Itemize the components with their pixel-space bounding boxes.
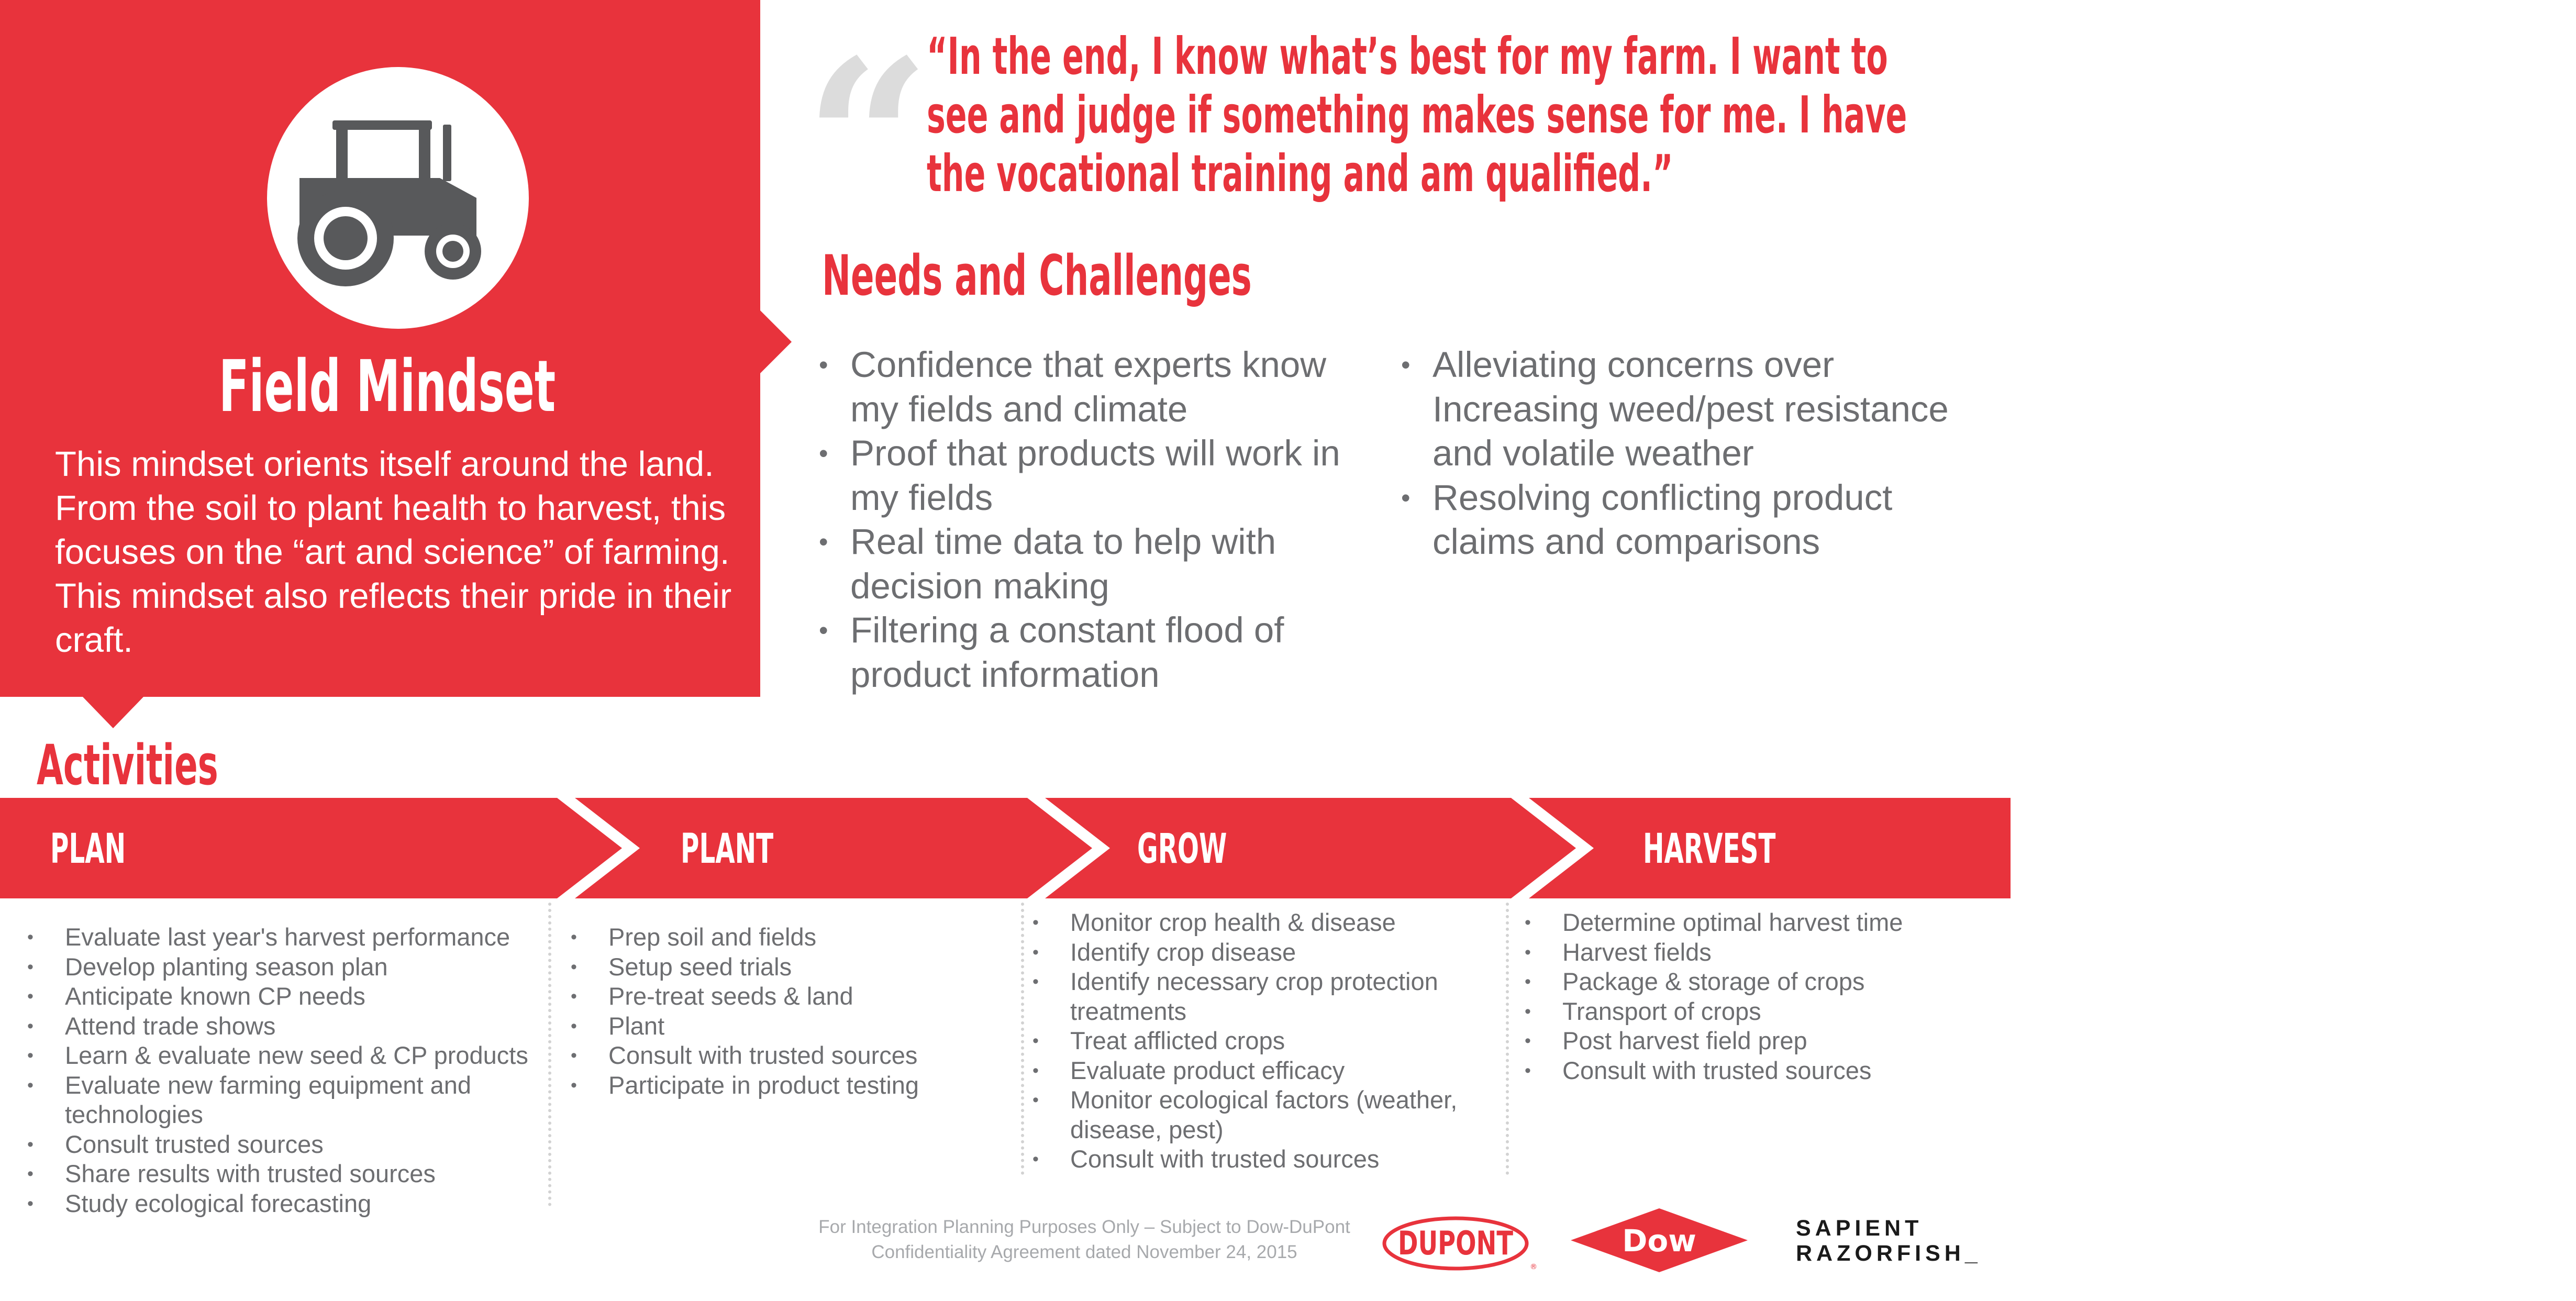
list-item: • Resolving conflicting product claims and comparisons <box>1401 477 1893 562</box>
needs-list-left <box>819 343 1374 697</box>
list-item: • Consult with trusted sources <box>571 1041 918 1069</box>
dupont-wordmark: DUPONT <box>1398 1224 1513 1262</box>
stage-label-harvest: HARVEST <box>1643 826 1776 873</box>
list-item: • Transport of crops <box>1525 997 1761 1025</box>
list-item: • Alleviating concerns over Increasing weed/pest resistance and volatile weather <box>1401 344 1949 473</box>
list-item: • Learn & evaluate new seed & CP products <box>27 1041 528 1069</box>
mindset-title: Field Mindset <box>219 346 556 428</box>
sapient-razorfish-logo <box>1796 1216 1982 1266</box>
list-item: • Identify necessary crop protection treatments <box>1032 968 1438 1025</box>
hero-pointer-down <box>83 697 143 728</box>
list-item: • Anticipate known CP needs <box>27 982 365 1010</box>
list-item: • Treat afflicted crops <box>1032 1027 1285 1054</box>
activities-title: Activities <box>37 733 218 797</box>
svg-text:®: ® <box>1530 1263 1537 1271</box>
sapient-wordmark: SAPIENT <box>1796 1216 1923 1241</box>
list-item: • Participate in product testing <box>571 1071 919 1099</box>
needs-list-right <box>1401 343 1987 564</box>
list-item: • Share results with trusted sources <box>27 1160 436 1187</box>
list-item: • Study ecological forecasting <box>27 1189 372 1217</box>
list-item: • Setup seed trials <box>571 952 792 981</box>
list-item: • Monitor ecological factors (weather, disease, pest) <box>1032 1086 1458 1143</box>
farmer-quote: “In the end, I know what’s best for my farm. I want to see and judge if something makes sense for me. I have the vocational training and am qualified.” <box>927 27 1907 203</box>
list-item: • Identify crop disease <box>1032 938 1296 966</box>
dow-wordmark: Dow <box>1622 1223 1696 1259</box>
list-item: • Pre-treat seeds & land <box>571 982 853 1010</box>
list-item: • Consult with trusted sources <box>1032 1145 1380 1173</box>
list-item: • Prep soil and fields <box>571 923 817 951</box>
list-item: • Confidence that experts know my fields and climate <box>819 344 1327 429</box>
list-item: • Harvest fields <box>1525 938 1712 966</box>
column-divider <box>548 903 551 1206</box>
list-item: • Plant <box>571 1011 665 1040</box>
plant-activities-list <box>571 922 1016 1100</box>
list-item: • Package & storage of crops <box>1525 968 1865 995</box>
dupont-logo <box>1382 1215 1537 1272</box>
list-item: • Evaluate last year's harvest performance <box>27 923 510 951</box>
tractor-icon-badge <box>267 67 529 329</box>
confidentiality-note-line-1: For Integration Planning Purposes Only – Subject to Dow-DuPont <box>818 1217 1350 1237</box>
quote-mark-icon: “ <box>804 12 931 270</box>
list-item: • Real time data to help with decision making <box>819 521 1276 606</box>
list-item: • Determine optimal harvest time <box>1525 908 1903 936</box>
list-item: • Filtering a constant flood of product information <box>819 610 1284 695</box>
razorfish-wordmark: RAZORFISH_ <box>1796 1241 1982 1266</box>
list-item: • Attend trade shows <box>27 1011 276 1040</box>
stage-label-plan: PLAN <box>50 826 126 873</box>
tractor-icon <box>267 67 529 329</box>
plan-activities-list <box>27 922 540 1218</box>
list-item: • Proof that products will work in my fields <box>819 433 1340 518</box>
list-item: • Evaluate product efficacy <box>1032 1056 1345 1084</box>
confidentiality-note <box>679 1215 1490 1265</box>
grow-activities-list <box>1032 908 1493 1174</box>
list-item: • Consult trusted sources <box>27 1130 324 1158</box>
stage-label-plant: PLANT <box>681 826 774 873</box>
list-item: • Post harvest field prep <box>1525 1027 1807 1054</box>
hero-pointer-right <box>760 310 792 373</box>
harvest-activities-list <box>1525 908 1996 1085</box>
stage-label-grow: GROW <box>1137 826 1227 873</box>
list-item: • Monitor crop health & disease <box>1032 908 1396 936</box>
needs-title: Needs and Challenges <box>822 243 1252 308</box>
dow-logo <box>1569 1206 1750 1274</box>
mindset-description: This mindset orients itself around the land. From the soil to plant health to harvest, this focuses on the “art and science” of farming. This mindset also reflects their pride in their craft. <box>55 444 732 660</box>
column-divider <box>1021 903 1024 1175</box>
column-divider <box>1506 903 1509 1175</box>
list-item: • Evaluate new farming equipment and technologies <box>27 1071 471 1128</box>
list-item: • Consult with trusted sources <box>1525 1056 1872 1084</box>
list-item: • Develop planting season plan <box>27 952 388 981</box>
confidentiality-note-line-2: Confidentiality Agreement dated November 24, 2015 <box>871 1242 1297 1262</box>
